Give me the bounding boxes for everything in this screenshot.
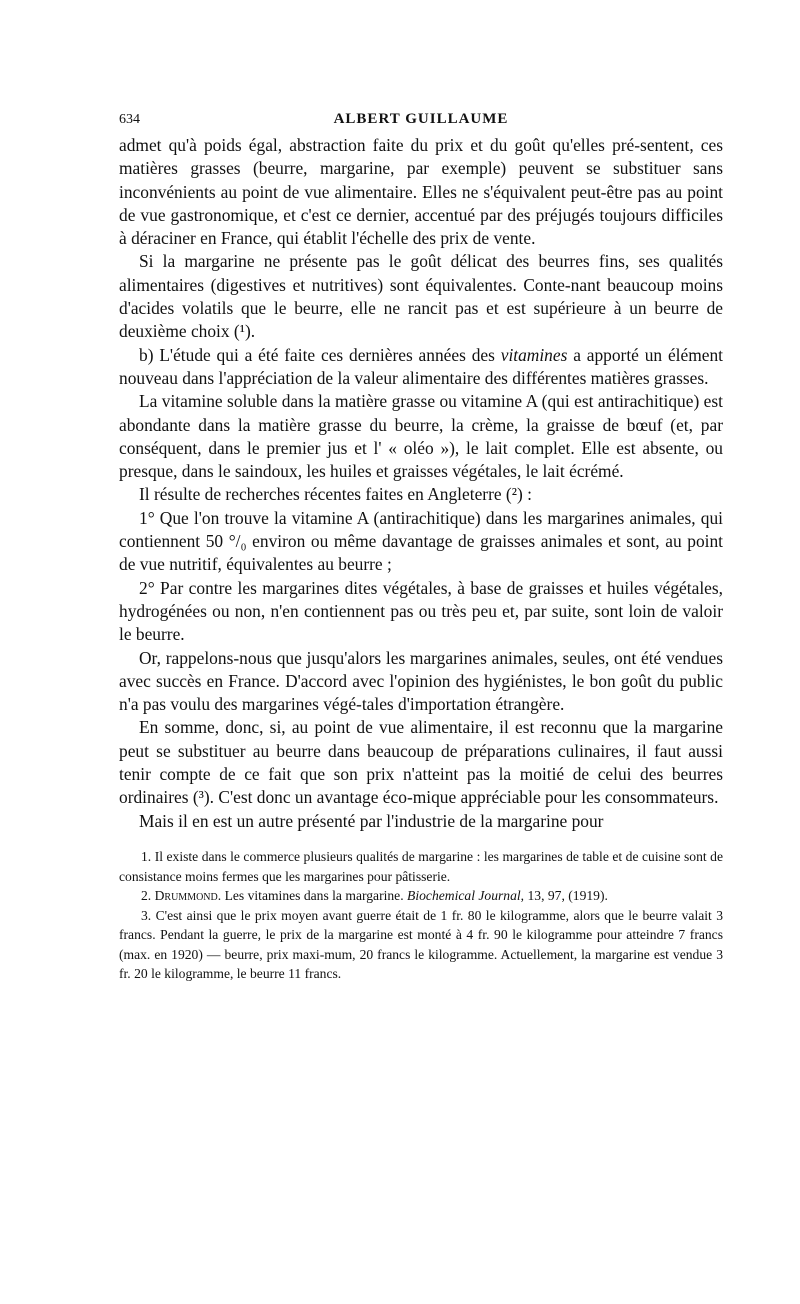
paragraph: Il résulte de recherches récentes faites en Angleterre (²) : — [139, 484, 532, 505]
paragraph: La vitamine soluble dans la matière grasse ou vitamine A (qui est antirachitique) est abondante dans la matière grasse du beurre, la crème, la graisse de bœuf (et, par conséquent, dans le premier jus et l' « oléo »), le lait complet. Elle est absente, ou presque, dans le saindoux, les huiles et graisses végétales, le lait écrémé. — [119, 391, 723, 482]
body-text — [119, 134, 723, 833]
paragraph — [119, 344, 723, 391]
paragraph: Si la margarine ne présente pas le goût délicat des beurres fins, ses qualités alimentaires (digestives et nutritives) sont équivalentes. Conte-nant beaucoup moins d'acides volatils que le beurre, elle ne rancit pas et est supérieure à un beurre de deuxième choix (¹). — [119, 251, 723, 342]
footnote-reference: , 13, 97, (1919). — [520, 888, 608, 904]
footnote: 1. Il existe dans le commerce plusieurs qualités de margarine : les margarines de table et de cuisine sont de consistance moins fermes que les margarines pour pâtisserie. — [119, 848, 723, 884]
footnote-journal: Biochemical Journal — [407, 888, 521, 904]
text-run: b) L'étude qui a été faite ces dernières années des — [139, 344, 501, 365]
page-number: 634 — [119, 112, 140, 127]
text-run: a apporté un élément nouveau dans l'appréciation de la valeur alimentaire des différentes matières grasses. — [119, 344, 723, 388]
footnote-author: Drummond — [154, 888, 218, 904]
footnote: 3. C'est ainsi que le prix moyen avant guerre était de 1 fr. 80 le kilogramme, alors que le beurre valait 3 francs. Pendant la guerre, le prix de la margarine est monté à 4 fr. 90 le kilogramme pour atteindre 7 francs (max. en 1920) — beurre, prix maxi-mum, 20 francs le kilogramme. Actuellement, la margarine est vendue 3 fr. 20 le kilogramme, le beurre 11 francs. — [119, 907, 723, 982]
paragraph: admet qu'à poids égal, abstraction faite du prix et du goût qu'elles pré-sentent, ces matières grasses (beurre, margarine, par exemple) peuvent se substituer sans inconvénients au point de vue alimentaire. Elles ne s'équivalent peut-être pas au point de vue gastronomique, et c'est ce dernier, accentué par des préjugés toujours difficiles à déraciner en France, qui établit l'échelle des prix de vente. — [119, 135, 723, 249]
footnote — [119, 886, 723, 906]
italic-term: vitamines — [500, 344, 568, 365]
footnote-text: . Les vitamines dans la margarine. — [217, 888, 408, 904]
paragraph: 1° Que l'on trouve la vitamine A (antirachitique) dans les margarines animales, qui contiennent 50 °/₀ environ ou même davantage de graisses animales et sont, au point de vue nutritif, équivalentes au beurre ; — [119, 507, 723, 575]
paragraph: En somme, donc, si, au point de vue alimentaire, il est reconnu que la margarine peut se substituer au beurre dans beaucoup de préparations culinaires, il faut aussi tenir compte de ce fait que son prix n'atteint pas la moitié de celui des beurres ordinaires (³). C'est donc un avantage éco-mique appréciable pour les consommateurs. — [119, 717, 723, 808]
paragraph: Mais il en est un autre présenté par l'industrie de la margarine pour — [139, 810, 604, 831]
footnote-number: 2. — [141, 888, 155, 904]
paragraph: 2° Par contre les margarines dites végétales, à base de graisses et huiles végétales, hydrogénées ou non, n'en contiennent pas ou très peu et, par suite, sont loin de valoir le beurre. — [119, 577, 723, 645]
book-page — [119, 108, 723, 984]
page-header — [119, 108, 723, 134]
paragraph: Or, rappelons-nous que jusqu'alors les margarines animales, seules, ont été vendues avec succès en France. D'accord avec l'opinion des hygiénistes, le bon goût du public n'a pas voulu des margarines végé-tales d'importation étrangère. — [119, 647, 723, 715]
running-title: ALBERT GUILLAUME — [333, 111, 509, 127]
footnotes — [119, 847, 723, 984]
